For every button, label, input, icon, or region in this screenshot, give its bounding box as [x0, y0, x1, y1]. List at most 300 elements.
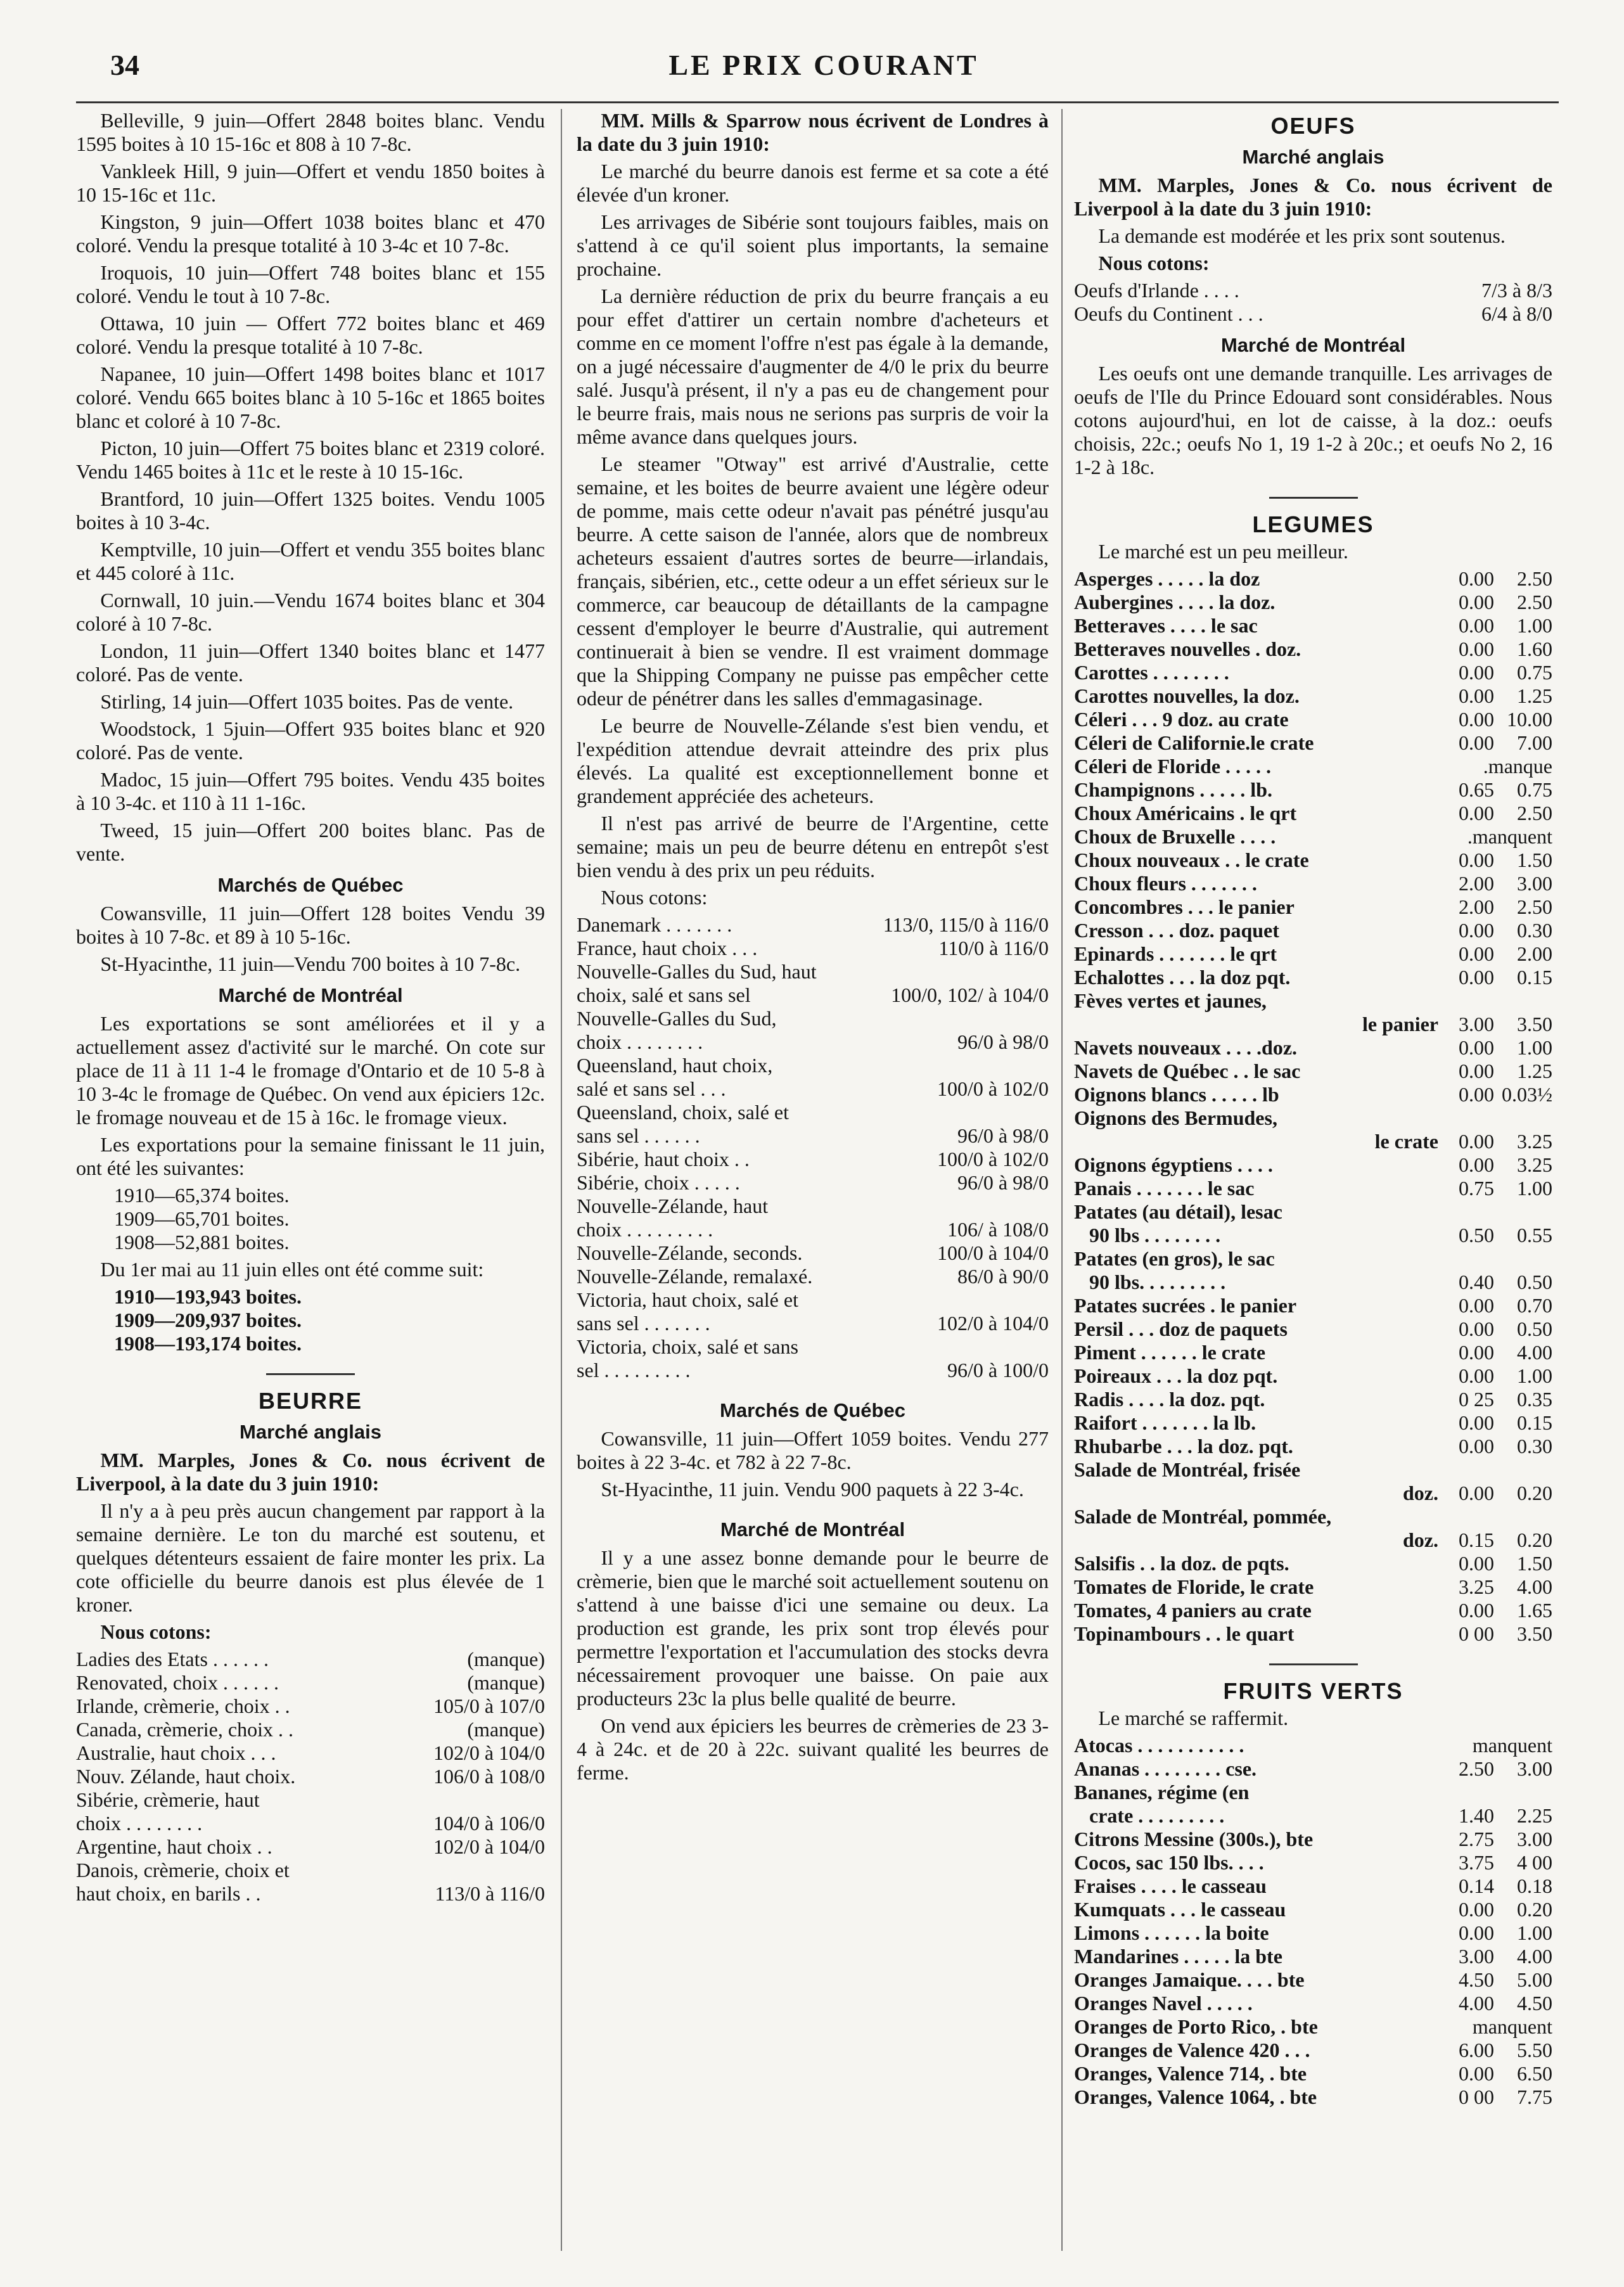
quote-price: 106/ à 108/0 [947, 1218, 1049, 1241]
quote-name: France, haut choix . . . [577, 937, 758, 959]
quote-row [1074, 279, 1552, 302]
column-divider [1061, 109, 1063, 2251]
price-low: 0.00 [1459, 942, 1494, 965]
price-low: 2.00 [1459, 895, 1494, 918]
quote-name: sans sel . . . . . . [577, 1124, 700, 1147]
quote-row [76, 1671, 545, 1694]
price-high: 2.25 [1517, 1804, 1552, 1827]
price-low: 0.00 [1459, 684, 1494, 707]
item-status: .manque [1483, 755, 1552, 778]
price-row [1074, 1200, 1552, 1224]
quote-row [577, 1148, 1049, 1171]
price-row [1074, 966, 1552, 989]
price-high: 0.30 [1517, 1435, 1552, 1457]
quote-name: Canada, crèmerie, choix . . [76, 1718, 293, 1741]
item-name: Mandarines . . . . . la bte [1074, 1945, 1282, 1968]
price-row [1074, 1552, 1552, 1575]
price-low: 0.00 [1459, 1317, 1494, 1340]
price-high: 0.50 [1517, 1317, 1552, 1340]
price-high: 3.25 [1517, 1130, 1552, 1153]
quote-row [577, 913, 1049, 937]
paragraph: Les arrivages de Sibérie sont toujours faibles, mais on s'attend à ce qu'il soient plus importants, la semaine prochaine. [577, 210, 1049, 280]
item-status: manquent [1472, 2015, 1552, 2038]
price-low: 0 00 [1459, 1622, 1494, 1645]
column-2 [577, 109, 1049, 1788]
quote-row [577, 937, 1049, 960]
price-row [1074, 1388, 1552, 1411]
butter-quotes-table [76, 1648, 545, 1906]
price-high: 1.60 [1517, 637, 1552, 660]
price-high: 3.00 [1517, 872, 1552, 895]
price-low: 0.00 [1459, 1364, 1494, 1387]
quote-name: Danois, crèmerie, choix et [76, 1859, 290, 1881]
section-subtitle: Marché de Montréal [1220, 334, 1406, 356]
price-high: 0.70 [1517, 1294, 1552, 1317]
quote-price: 113/0 à 116/0 [435, 1882, 545, 1905]
price-row [1074, 919, 1552, 942]
paragraph: Le beurre de Nouvelle-Zélande s'est bien vendu, et l'expédition attendue devrait atteindre des prix plus élevés. La qualité est exceptionnellement bonne et grandement appréciée des acheteurs. [577, 714, 1049, 807]
price-high: 1.00 [1517, 1036, 1552, 1059]
price-high: 1.50 [1517, 849, 1552, 871]
price-row [1074, 684, 1552, 708]
section-rule [1269, 497, 1358, 499]
market-report: Napanee, 10 juin—Offert 1498 boites blanc et 1017 coloré. Vendu 665 boites blanc à 10 5-16c et 1865 boites blanc et coloré à 10 7-8c. [76, 362, 545, 432]
paragraph: Les exportations se sont améliorées et il y a actuellement assez d'activité sur le marché. On cote sur place de 11 à 11 1-4 le fromage d'Ontario et de 10 5-8 à 10 3-4c le fromage de Québec. On vend aux épiciers 12c. le fromage nouveau et de 15 à 16c. le fromage vieux. [76, 1012, 545, 1129]
price-row [1074, 942, 1552, 966]
export-entry: 1909—65,701 boites. [114, 1207, 290, 1230]
market-report: Tweed, 15 juin—Offert 200 boites blanc. Pas de vente. [76, 819, 545, 865]
price-low: 0.00 [1459, 1599, 1494, 1622]
price-high: 1.65 [1517, 1599, 1552, 1622]
price-row [1074, 1921, 1552, 1945]
item-name: Fraises . . . . le casseau [1074, 1874, 1267, 1897]
price-row [1074, 1757, 1552, 1781]
page-number: 34 [110, 49, 139, 81]
quote-price: 6/4 à 8/0 [1481, 302, 1552, 325]
column-3 [1074, 109, 1552, 2109]
quote-row [577, 1007, 1049, 1030]
price-row [1074, 895, 1552, 919]
market-report: Cowansville, 11 juin—Offert 128 boites Vendu 39 boites à 10 7-8c. et 89 à 10 5-16c. [76, 902, 545, 948]
price-high: 7.00 [1517, 731, 1552, 754]
price-row [1074, 1411, 1552, 1435]
item-name: Oranges, Valence 714, . bte [1074, 2062, 1307, 2085]
item-status: manquent [1472, 1734, 1552, 1757]
quebec-market-reports [76, 902, 545, 976]
quote-row [577, 1359, 1049, 1382]
section-title: OEUFS [1270, 113, 1356, 139]
quote-row [76, 1741, 545, 1765]
market-report: Belleville, 9 juin—Offert 2848 boites blanc. Vendu 1595 boites à 10 15-16c et 808 à 10 7-8c. [76, 109, 545, 155]
item-name: Atocas . . . . . . . . . . . [1074, 1734, 1244, 1757]
market-report: Vankleek Hill, 9 juin—Offert et vendu 1850 boites à 10 15-16c et 11c. [76, 160, 545, 206]
price-row [1074, 2085, 1552, 2109]
paragraph: Cowansville, 11 juin—Offert 1059 boites. Vendu 277 boites à 22 3-4c. et 782 à 22 7-8c. [577, 1427, 1049, 1473]
price-row [1074, 1898, 1552, 1921]
quote-name: Oeufs d'Irlande . . . . [1074, 279, 1239, 302]
price-row [1074, 1341, 1552, 1364]
quote-name: sel . . . . . . . . . [577, 1359, 691, 1381]
journal-title: LE PRIX COURANT [668, 49, 979, 81]
section-title: BEURRE [258, 1388, 362, 1414]
price-row [1074, 1036, 1552, 1060]
quote-name: Victoria, choix, salé et sans [577, 1335, 798, 1358]
price-row [1074, 849, 1552, 872]
section-subtitle: Marché anglais [240, 1421, 381, 1443]
price-low: 0.00 [1459, 1083, 1494, 1106]
market-report: Picton, 10 juin—Offert 75 boites blanc et 2319 coloré. Vendu 1465 boites à 11c et le reste à 10 15-16c. [76, 437, 545, 483]
column-divider [561, 109, 562, 2251]
item-name: Aubergines . . . . la doz. [1074, 591, 1276, 613]
price-low: 0.15 [1459, 1528, 1494, 1551]
quotes-label: Nous cotons: [1098, 252, 1210, 274]
price-row [1074, 1247, 1552, 1271]
price-row [1074, 2039, 1552, 2062]
paragraph: Le marché se raffermit. [1098, 1707, 1289, 1729]
section-subtitle: Marché de Montréal [218, 984, 403, 1006]
header-rule [76, 101, 1559, 103]
quote-row [577, 1054, 1049, 1077]
price-high: 0.15 [1517, 966, 1552, 989]
quote-row [76, 1859, 545, 1882]
item-name: Betteraves . . . . le sac [1074, 614, 1258, 637]
quote-name: Sibérie, choix . . . . . [577, 1171, 740, 1194]
market-report: Brantford, 10 juin—Offert 1325 boites. Vendu 1005 boites à 10 3-4c. [76, 487, 545, 534]
price-high: 3.00 [1517, 1828, 1552, 1850]
price-low: 0.00 [1459, 2062, 1494, 2085]
price-row [1074, 1575, 1552, 1599]
item-name: Rhubarbe . . . la doz. pqt. [1074, 1435, 1293, 1457]
item-name: Poireaux . . . la doz pqt. [1074, 1364, 1278, 1387]
export-entry: 1908—193,174 boites. [114, 1332, 302, 1355]
price-high: 1.25 [1517, 684, 1552, 707]
price-row [1074, 802, 1552, 825]
price-row [1074, 1083, 1552, 1106]
item-name: Carottes . . . . . . . . [1074, 661, 1229, 684]
price-low: 2.00 [1459, 872, 1494, 895]
quote-row [76, 1835, 545, 1859]
price-low: 0.75 [1459, 1177, 1494, 1200]
quote-row [577, 1335, 1049, 1359]
price-low: 0.14 [1459, 1874, 1494, 1897]
quote-price: 113/0, 115/0 à 116/0 [883, 913, 1049, 936]
quote-row [577, 960, 1049, 983]
egg-quotes-table [1074, 279, 1552, 326]
paragraph: Le marché est un peu meilleur. [1098, 540, 1348, 563]
price-row [1074, 1435, 1552, 1458]
price-high: 0.20 [1517, 1482, 1552, 1504]
quote-row [577, 1195, 1049, 1218]
item-name: Radis . . . . la doz. pqt. [1074, 1388, 1265, 1411]
price-high: 0.55 [1517, 1224, 1552, 1246]
price-row [1074, 1177, 1552, 1200]
price-low: 0.00 [1459, 661, 1494, 684]
quote-price: 106/0 à 108/0 [433, 1765, 545, 1788]
quote-row [76, 1718, 545, 1741]
price-row [1074, 1622, 1552, 1646]
price-row [1074, 989, 1552, 1013]
price-row [1074, 1013, 1552, 1036]
price-high: 0.35 [1517, 1388, 1552, 1411]
price-low: 0.40 [1459, 1271, 1494, 1293]
section-subtitle: Marché de Montréal [720, 1518, 905, 1541]
item-name: Choux de Bruxelle . . . . [1074, 825, 1276, 848]
quote-price: (manque) [467, 1671, 545, 1694]
market-report: Iroquois, 10 juin—Offert 748 boites blanc et 155 coloré. Vendu le tout à 10 7-8c. [76, 261, 545, 307]
price-low: 0.00 [1459, 1898, 1494, 1921]
price-low: 0.00 [1459, 1921, 1494, 1944]
item-name: Choux fleurs . . . . . . . [1074, 872, 1257, 895]
quote-price: 104/0 à 106/0 [433, 1812, 545, 1835]
market-report: St-Hyacinthe, 11 juin—Vendu 700 boites à 10 7-8c. [100, 952, 521, 975]
price-row [1074, 1781, 1552, 1804]
quote-name: Nouvelle-Zélande, haut [577, 1195, 769, 1217]
quote-row [577, 983, 1049, 1007]
price-high: 10.00 [1507, 708, 1552, 731]
price-high: 4.50 [1517, 1992, 1552, 2015]
quote-name: salé et sans sel . . . [577, 1077, 726, 1100]
quote-row [577, 1265, 1049, 1288]
item-name: Choux nouveaux . . le crate [1074, 849, 1309, 871]
price-high: 0.20 [1517, 1898, 1552, 1921]
item-name: le panier [1312, 1013, 1438, 1035]
price-low: 0.00 [1459, 1552, 1494, 1575]
quote-row [76, 1812, 545, 1835]
price-high: 5.00 [1517, 1968, 1552, 1991]
price-row [1074, 1482, 1552, 1505]
price-row [1074, 637, 1552, 661]
paragraph: Les oeufs ont une demande tranquille. Les arrivages de oeufs de l'Ile du Prince Edouard sont considérables. Nous cotons aujourd'hui, en lot de caisse, à la doz.: oeufs choisis, 22c.; oeufs No 1, 19 1-2 à 20c.; et oeufs No 2, 16 1-2 à 18c. [1074, 362, 1552, 478]
paragraph: Il n'est pas arrivé de beurre de l'Argentine, cette semaine; mais un peu de beurre détenu en entrepôt s'est bien vendu à des prix un peu réduits. [577, 812, 1049, 881]
item-name: Panais . . . . . . . le sac [1074, 1177, 1255, 1200]
quote-name: Australie, haut choix . . . [76, 1741, 276, 1764]
quote-price: 110/0 à 116/0 [938, 937, 1049, 959]
price-high: 0.30 [1517, 919, 1552, 942]
price-high: 0.75 [1517, 778, 1552, 801]
price-low: 0.00 [1459, 614, 1494, 637]
quote-name: Oeufs du Continent . . . [1074, 302, 1263, 325]
item-name: Limons . . . . . . la boite [1074, 1921, 1269, 1944]
quote-name: sans sel . . . . . . . [577, 1312, 710, 1335]
price-row [1074, 591, 1552, 614]
price-row [1074, 731, 1552, 755]
price-low: 3.25 [1459, 1575, 1494, 1598]
item-name: Fèves vertes et jaunes, [1074, 989, 1267, 1012]
item-name: Cresson . . . doz. paquet [1074, 919, 1279, 942]
price-row [1074, 1734, 1552, 1757]
item-name: Salsifis . . la doz. de pqts. [1074, 1552, 1289, 1575]
price-high: 1.00 [1517, 1364, 1552, 1387]
price-high: 1.25 [1517, 1060, 1552, 1082]
item-name: Patates (au détail), lesac [1074, 1200, 1282, 1223]
quote-name: Queensland, choix, salé et [577, 1101, 789, 1124]
price-row [1074, 2062, 1552, 2085]
price-row [1074, 1874, 1552, 1898]
quote-price: 102/0 à 104/0 [433, 1835, 545, 1858]
market-report: Ottawa, 10 juin — Offert 772 boites blanc et 469 coloré. Vendu la presque totalité à 10 7-8c. [76, 312, 545, 358]
price-high: 0.75 [1517, 661, 1552, 684]
item-name: Carottes nouvelles, la doz. [1074, 684, 1300, 707]
price-high: 3.00 [1517, 1757, 1552, 1780]
price-row [1074, 1317, 1552, 1341]
quote-row [577, 1218, 1049, 1241]
item-name: Salade de Montréal, frisée [1074, 1458, 1301, 1481]
price-low: 0.00 [1459, 849, 1494, 871]
price-low: 0.00 [1459, 802, 1494, 824]
quote-name: Nouvelle-Zélande, remalaxé. [577, 1265, 813, 1288]
price-row [1074, 2015, 1552, 2039]
item-name: crate . . . . . . . . . [1074, 1804, 1225, 1827]
quote-name: Renovated, choix . . . . . . [76, 1671, 279, 1694]
item-name: Navets de Québec . . le sac [1074, 1060, 1301, 1082]
item-name: Bananes, régime (en [1074, 1781, 1250, 1803]
section-subtitle: Marchés de Québec [720, 1399, 905, 1421]
item-name: doz. [1352, 1528, 1438, 1551]
price-high: 2.50 [1517, 802, 1552, 824]
price-row [1074, 1945, 1552, 1968]
price-row [1074, 778, 1552, 802]
item-name: Patates (en gros), le sac [1074, 1247, 1275, 1270]
quote-name: Queensland, haut choix, [577, 1054, 773, 1077]
market-report: Woodstock, 1 5juin—Offert 935 boites blanc et 920 coloré. Pas de vente. [76, 717, 545, 764]
paragraph: St-Hyacinthe, 11 juin. Vendu 900 paquets à 22 3-4c. [601, 1478, 1024, 1501]
item-name: Navets nouveaux . . . .doz. [1074, 1036, 1298, 1059]
price-high: 3.25 [1517, 1153, 1552, 1176]
item-name: Tomates, 4 paniers au crate [1074, 1599, 1312, 1622]
quote-price: 100/0 à 102/0 [937, 1148, 1049, 1170]
quote-row [577, 1241, 1049, 1265]
item-name: Ananas . . . . . . . . cse. [1074, 1757, 1257, 1780]
paragraph: Le steamer "Otway" est arrivé d'Australie, cette semaine, et les boites de beurre avaient une légère odeur de pomme, mais cette odeur n'avait pas pénétré jusqu'au beurre. A cette saison de l'année, alors que de nombreux acheteurs essaient d'autres sortes de beurre—irlandais, français, sibérien, etc., cette odeur a un effet sérieux sur le commerce, car beaucoup de détaillants de la campagne cessent d'employer le beurre d'Australie, qui autrement continuerait à bien se vendre. Il est vraiment dommage que la Shipping Company ne puisse pas empêcher cette odeur de pénétrer dans les salles d'emmagasinage. [577, 452, 1049, 710]
price-low: 0.00 [1459, 1411, 1494, 1434]
item-name: Champignons . . . . . lb. [1074, 778, 1272, 801]
price-low: 0.00 [1459, 1060, 1494, 1082]
item-name: Oignons blancs . . . . . lb [1074, 1083, 1279, 1106]
quote-price: 102/0 à 104/0 [433, 1741, 545, 1764]
price-low: 0.00 [1459, 1130, 1494, 1153]
quote-price: 96/0 à 98/0 [957, 1030, 1049, 1053]
export-entry: 1910—65,374 boites. [114, 1184, 290, 1207]
item-name: Oranges Jamaique. . . . bte [1074, 1968, 1305, 1991]
market-report: Cornwall, 10 juin.—Vendu 1674 boites blanc et 304 coloré à 10 7-8c. [76, 589, 545, 635]
price-low: 0.00 [1459, 1294, 1494, 1317]
price-row [1074, 1505, 1552, 1528]
price-row [1074, 708, 1552, 731]
market-report: Kemptville, 10 juin—Offert et vendu 355 boites blanc et 445 coloré à 11c. [76, 538, 545, 584]
price-row [1074, 1153, 1552, 1177]
item-name: Raifort . . . . . . . la lb. [1074, 1411, 1256, 1434]
price-low: 2.75 [1459, 1828, 1494, 1850]
item-name: Cocos, sac 150 lbs. . . . [1074, 1851, 1264, 1874]
item-name: Tomates de Floride, le crate [1074, 1575, 1314, 1598]
item-name: Oignons égyptiens . . . . [1074, 1153, 1273, 1176]
price-row [1074, 1224, 1552, 1247]
item-name: Céleri . . . 9 doz. au crate [1074, 708, 1289, 731]
quote-price: 100/0, 102/ à 104/0 [891, 983, 1049, 1006]
page-header [95, 44, 1552, 95]
quote-row [577, 1124, 1049, 1148]
market-report: London, 11 juin—Offert 1340 boites blanc et 1477 coloré. Pas de vente. [76, 639, 545, 686]
quote-name: Nouvelle-Galles du Sud, [577, 1007, 777, 1030]
price-row [1074, 1106, 1552, 1130]
item-name: Concombres . . . le panier [1074, 895, 1295, 918]
item-name: Piment . . . . . . le crate [1074, 1341, 1266, 1364]
quote-name: Nouvelle-Galles du Sud, haut [577, 960, 817, 983]
quote-price: 102/0 à 104/0 [937, 1312, 1049, 1335]
item-name: Asperges . . . . . la doz [1074, 567, 1260, 590]
price-row [1074, 1828, 1552, 1851]
export-entry: 1909—209,937 boites. [114, 1309, 302, 1331]
quote-price: 105/0 à 107/0 [433, 1694, 545, 1717]
item-name: Céleri de Floride . . . . . [1074, 755, 1272, 778]
quote-row [577, 1030, 1049, 1054]
price-row [1074, 1364, 1552, 1388]
quote-name: haut choix, en barils . . [76, 1882, 261, 1905]
price-high: 5.50 [1517, 2039, 1552, 2061]
quote-name: Danemark . . . . . . . [577, 913, 732, 936]
quote-row [577, 1101, 1049, 1124]
quote-name: choix . . . . . . . . [76, 1812, 203, 1835]
item-name: Choux Américains . le qrt [1074, 802, 1297, 824]
price-high: 2.50 [1517, 591, 1552, 613]
vegetables-price-table [1074, 567, 1552, 1646]
price-row [1074, 1992, 1552, 2015]
butter-quotes-table [577, 913, 1049, 1382]
paragraph: La dernière réduction de prix du beurre français a eu pour effet d'attirer un certain nombre d'acheteurs et comme en ce moment l'offre n'est pas égale à la demande, on a jugé nécessaire d'augmenter de 4/0 le prix du beurre salé. Jusqu'à présent, il n'y a pas eu de changement pour le beurre frais, mais nous ne serions pas surpris de voir la même avance dans quelques jours. [577, 285, 1049, 448]
price-low: 3.00 [1459, 1013, 1494, 1035]
quote-name: Sibérie, haut choix . . [577, 1148, 750, 1170]
item-name: Oranges de Valence 420 . . . [1074, 2039, 1310, 2061]
paragraph: MM. Marples, Jones & Co. nous écrivent de Liverpool, à la date du 3 juin 1910: [76, 1449, 545, 1495]
paragraph: La demande est modérée et les prix sont soutenus. [1098, 224, 1506, 247]
quote-price: 86/0 à 90/0 [957, 1265, 1049, 1288]
price-row [1074, 567, 1552, 591]
paragraph: On vend aux épiciers les beurres de crèmeries de 23 3-4 à 24c. et de 20 à 22c. suivant qualité les beurres de ferme. [577, 1714, 1049, 1784]
quote-row [76, 1694, 545, 1718]
column-1 [76, 109, 545, 1906]
market-report: Madoc, 15 juin—Offert 795 boites. Vendu 435 boites à 10 3-4c. et 110 à 11 1-16c. [76, 768, 545, 814]
quote-row [577, 1171, 1049, 1195]
price-low: 0.00 [1459, 1036, 1494, 1059]
item-name: Betteraves nouvelles . doz. [1074, 637, 1301, 660]
quotes-label: Nous cotons: [100, 1620, 212, 1643]
price-row [1074, 755, 1552, 778]
price-low: 4.00 [1459, 1992, 1494, 2015]
price-row [1074, 614, 1552, 637]
price-low: 6.00 [1459, 2039, 1494, 2061]
quote-name: Nouv. Zélande, haut choix. [76, 1765, 296, 1788]
export-entry: 1908—52,881 boites. [114, 1231, 290, 1253]
price-low: 0.00 [1459, 731, 1494, 754]
quote-row [76, 1788, 545, 1812]
quote-row [577, 1312, 1049, 1335]
price-high: 4.00 [1517, 1575, 1552, 1598]
price-high: 4.00 [1517, 1945, 1552, 1968]
item-status: .manquent [1467, 825, 1552, 848]
price-low: 3.00 [1459, 1945, 1494, 1968]
price-low: 0 25 [1459, 1388, 1494, 1411]
price-low: 0.00 [1459, 1153, 1494, 1176]
item-name: 90 lbs . . . . . . . . [1074, 1224, 1221, 1246]
section-rule [1269, 1663, 1358, 1665]
item-name: 90 lbs. . . . . . . . . [1074, 1271, 1226, 1293]
item-name: Oranges de Porto Rico, . bte [1074, 2015, 1318, 2038]
price-high: 1.50 [1517, 1552, 1552, 1575]
price-high: 1.00 [1517, 1177, 1552, 1200]
quote-row [76, 1765, 545, 1788]
paragraph: MM. Mills & Sparrow nous écrivent de Londres à la date du 3 juin 1910: [577, 109, 1049, 155]
fruits-price-table [1074, 1734, 1552, 2109]
